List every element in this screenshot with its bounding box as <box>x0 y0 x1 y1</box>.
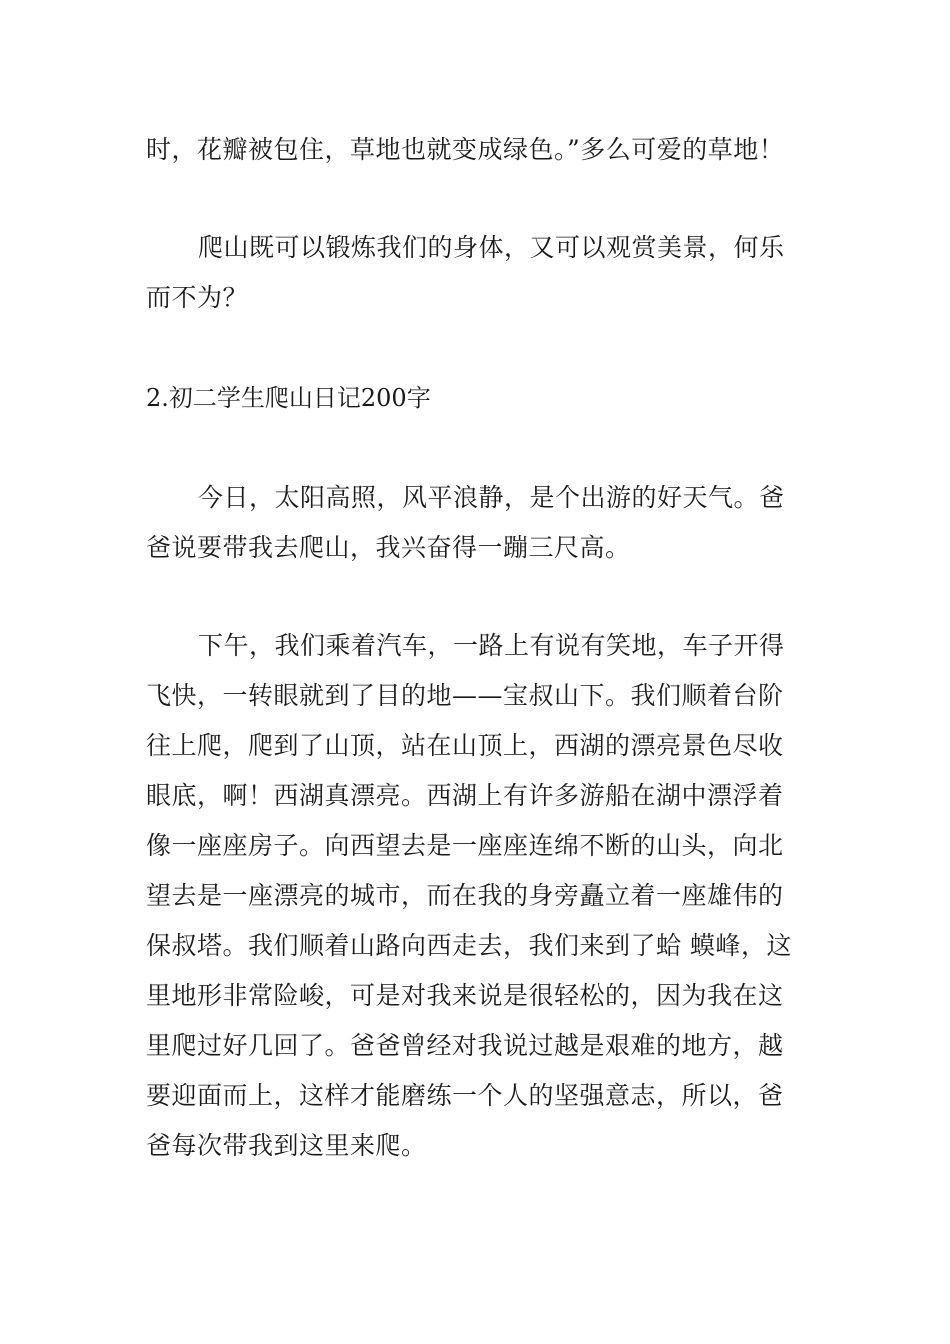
paragraph-4-line-8: 里地形非常险峻，可是对我来说是很轻松的，因为我在这 <box>146 981 784 1010</box>
paragraph-4-line-7: 保叔塔。我们顺着山路向西走去，我们来到了蛤 蟆峰，这 <box>146 931 792 960</box>
paragraph-4-line-9: 里爬过好几回了。爸爸曾经对我说过越是艰难的地方，越 <box>146 1031 784 1060</box>
paragraph-4-line-5: 像一座座房子。向西望去是一座座连绵不断的山头，向北 <box>146 831 784 860</box>
paragraph-4-line-6: 望去是一座漂亮的城市，而在我的身旁矗立着一座雄伟的 <box>146 881 784 910</box>
paragraph-4-line-1: 下午，我们乘着汽车，一路上有说有笑地，车子开得 <box>198 631 785 660</box>
paragraph-4-line-4: 眼底，啊！西湖真漂亮。西湖上有许多游船在湖中漂浮着 <box>146 781 784 810</box>
paragraph-3-line-2: 爸说要带我去爬山，我兴奋得一蹦三尺高。 <box>146 533 631 562</box>
paragraph-4-line-11: 爸每次带我到这里来爬。 <box>146 1131 427 1160</box>
paragraph-2-line-2: 而不为？ <box>146 283 249 312</box>
paragraph-4-line-3: 往上爬，爬到了山顶，站在山顶上，西湖的漂亮景色尽收 <box>146 731 784 760</box>
paragraph-2-line-1: 爬山既可以锻炼我们的身体，又可以观赏美景，何乐 <box>198 233 785 262</box>
paragraph-4-line-10: 要迎面而上，这样才能磨练一个人的坚强意志，所以，爸 <box>146 1081 784 1110</box>
paragraph-4-line-2: 飞快，一转眼就到了目的地——宝叔山下。我们顺着台阶 <box>146 681 784 710</box>
paragraph-1-line-1: 时，花瓣被包住，草地也就变成绿色。”多么可爱的草地！ <box>146 135 785 164</box>
section-heading: 2.初二学生爬山日记200字 <box>146 384 431 412</box>
paragraph-3-line-1: 今日，太阳高照，风平浪静，是个出游的好天气。爸 <box>198 483 785 512</box>
